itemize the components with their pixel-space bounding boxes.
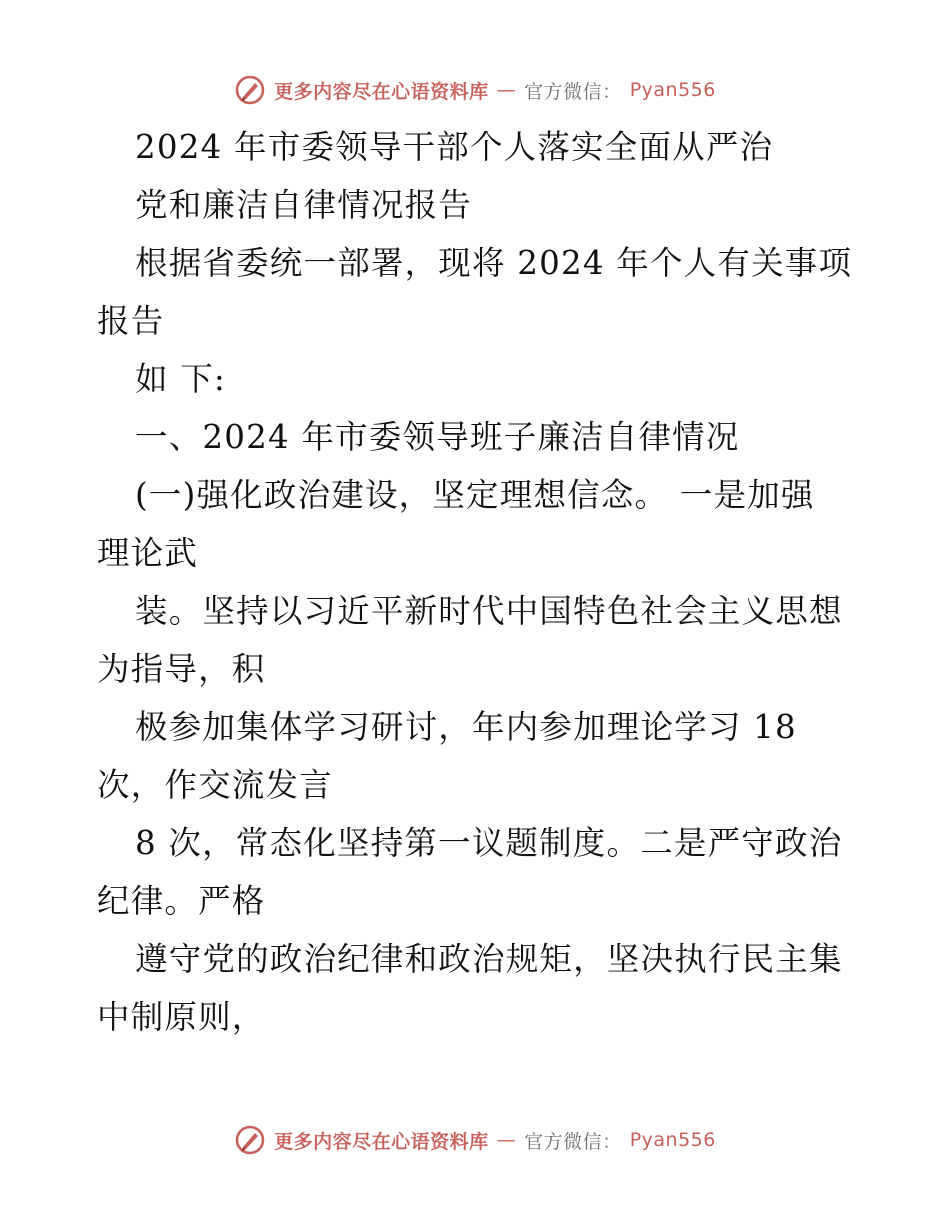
paragraph-line: 为指导，积 bbox=[97, 650, 266, 688]
paragraph-line: 如 下: bbox=[135, 360, 227, 398]
paragraph-line: 8 次，常态化坚持第一议题制度。二是严守政治 bbox=[135, 824, 843, 862]
watermark-separator: — bbox=[496, 79, 517, 101]
footer-watermark bbox=[0, 1122, 950, 1158]
paragraph-line: 根据省委统一部署，现将 2024 年个人有关事项 bbox=[135, 244, 853, 282]
header-watermark bbox=[0, 72, 950, 108]
pen-logo-icon bbox=[234, 74, 266, 106]
subsection-heading: (一)强化政治建设，坚定理想信念。 一是加强 bbox=[135, 476, 815, 514]
paragraph-line: 理论武 bbox=[97, 534, 199, 572]
watermark-label: 官方微信： bbox=[524, 80, 622, 103]
paragraph-line: 报告 bbox=[97, 302, 165, 340]
paragraph-line: 中制原则， bbox=[97, 998, 266, 1036]
paragraph-line: 次，作交流发言 bbox=[97, 766, 333, 804]
watermark-main-text: 更多内容尽在心语资料库 bbox=[274, 1130, 489, 1153]
watermark-handle: Pyan556 bbox=[629, 79, 716, 101]
paragraph-line: 极参加集体学习研讨，年内参加理论学习 18 bbox=[135, 708, 797, 746]
section-heading: 一、2024 年市委领导班子廉洁自律情况 bbox=[135, 418, 740, 456]
watermark-separator: — bbox=[496, 1129, 517, 1151]
title-line-2: 党和廉洁自律情况报告 bbox=[135, 186, 473, 224]
paragraph-line: 遵守党的政治纪律和政治规矩，坚决执行民主集 bbox=[135, 940, 843, 978]
watermark-handle: Pyan556 bbox=[629, 1129, 716, 1151]
paragraph-line: 纪律。严格 bbox=[97, 882, 266, 920]
document-body bbox=[97, 118, 857, 1046]
pen-logo-icon bbox=[234, 1124, 266, 1156]
watermark-label: 官方微信： bbox=[524, 1130, 622, 1153]
watermark-main-text: 更多内容尽在心语资料库 bbox=[274, 80, 489, 103]
paragraph-line: 装。坚持以习近平新时代中国特色社会主义思想 bbox=[135, 592, 843, 630]
title-line-1: 2024 年市委领导干部个人落实全面从严治 bbox=[135, 128, 774, 166]
